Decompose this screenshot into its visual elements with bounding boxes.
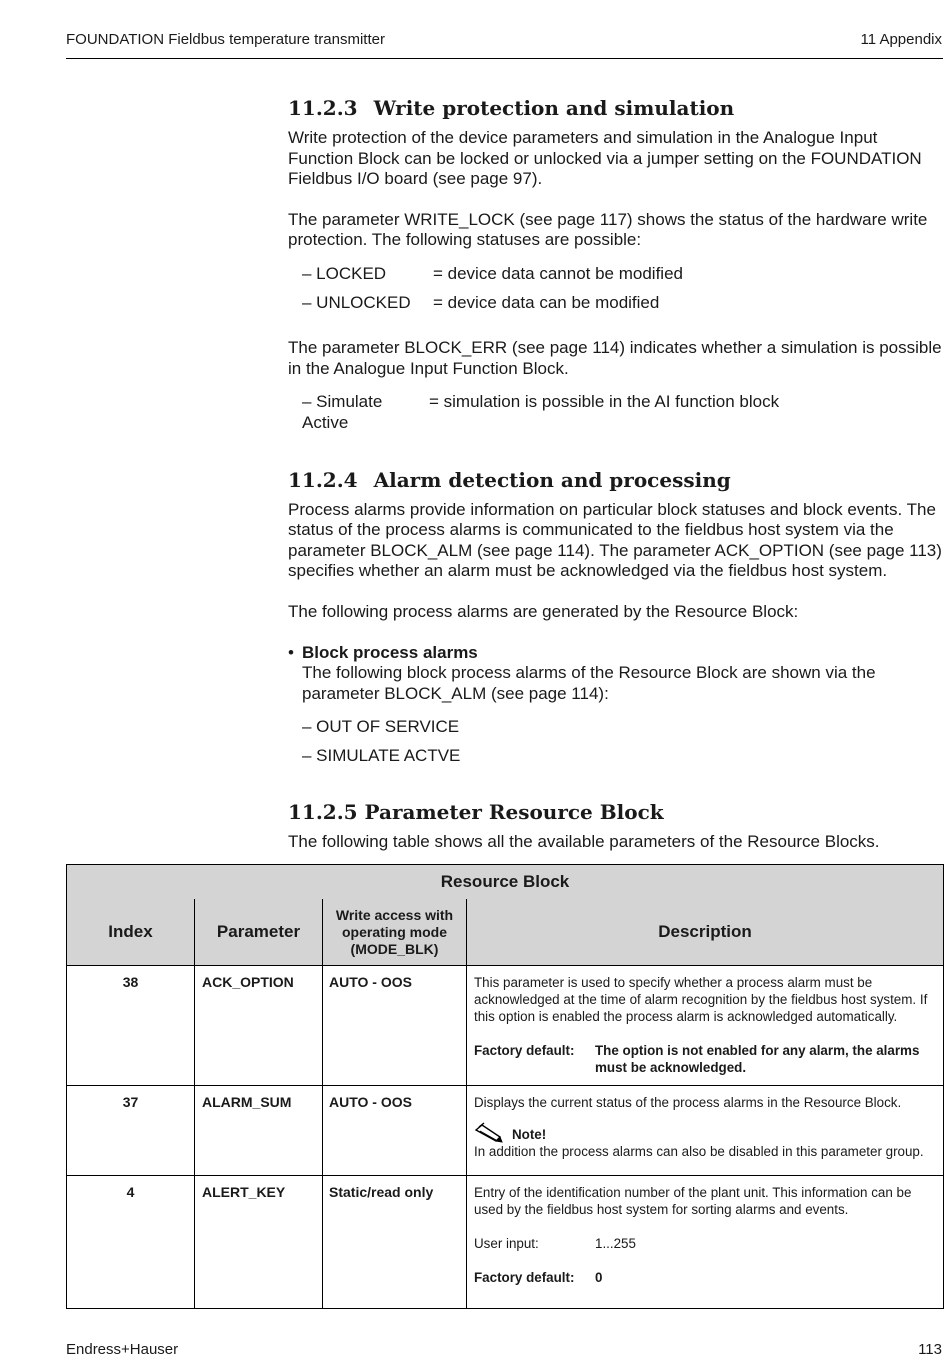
status-item: – LOCKED = device data cannot be modified [302,263,683,283]
section-heading-alarm-detection: 11.2.4 Alarm detection and processing [288,467,731,492]
alarm-item: – OUT OF SERVICE [302,717,460,737]
paragraph: The following table shows all the available parameters of the Resource Blocks. [288,832,880,852]
cell-parameter: ACK_OPTION [195,966,323,1086]
user-input: User input: 1...255 [474,1236,636,1251]
alarm-item: – SIMULATE ACTVE [302,745,461,765]
cell-index: 37 [67,1086,195,1176]
column-header-index: Index [67,899,195,966]
cell-index: 4 [67,1176,195,1309]
table-row [67,1176,944,1309]
bullet-text: The following block process alarms of the Resource Block are shown via the parameter BLOCK_ALM (see page 114): [302,663,876,703]
page-number: 113 [918,1341,942,1358]
header-chapter: 11 Appendix [860,31,942,48]
pencil-note-icon [474,1121,504,1143]
factory-default: Factory default: 0 [474,1270,603,1285]
bullet-title: Block process alarms [302,642,478,662]
note-text: In addition the process alarms can also be disabled in this parameter group. [474,1144,924,1159]
column-header-parameter: Parameter [195,899,323,966]
cell-parameter: ALERT_KEY [195,1176,323,1309]
table-row [67,1086,944,1176]
footer-brand: Endress+Hauser [66,1341,179,1358]
column-header-write-access: Write access with operating mode (MODE_BLK) [323,899,467,966]
cell-description: This parameter is used to specify whether a process alarm must be acknowledged at the time of alarm recognition by the fieldbus host system. If this option is enabled the process alarm is acknowledged automatically. Factory default: The option is not enabled for any alarm, the alarms must be acknowledged. [467,966,944,1086]
cell-index: 38 [67,966,195,1086]
section-heading-write-protection: 11.2.3 Write protection and simulation [288,96,735,120]
paragraph: The parameter WRITE_LOCK (see page 117) shows the status of the hardware write protection. The following statuses are possible: [288,209,928,250]
section-heading-resource-block: 11.2.5 Parameter Resource Block [288,800,664,825]
cell-parameter: ALARM_SUM [195,1086,323,1176]
page-header [66,31,942,48]
page-footer [66,1341,942,1358]
table-header-row [67,899,944,966]
table-caption: Resource Block [67,865,944,900]
note-heading: Note! [474,1121,937,1143]
cell-description: Displays the current status of the process alarms in the Resource Block. Note! In addition the process alarms can also be disabled in this parameter group. [467,1086,944,1176]
main-content [288,95,944,853]
paragraph: The following process alarms are generated by the Resource Block: [288,601,799,621]
status-item: – Simulate Active = simulation is possible in the AI function block [302,392,780,432]
paragraph: Process alarms provide information on particular block statuses and block events. The status of the process alarms is communicated to the fieldbus host system via the parameter BLOCK_ALM (see page 114). The parameter ACK_OPTION (see page 113) specifies whether an alarm must be acknowledged via the fieldbus host system. [288,499,942,581]
cell-description: Entry of the identification number of the plant unit. This information can be used by the fieldbus host system for sorting alarms and events. User input: 1...255 Factory default: 0 [467,1176,944,1309]
bullet-item: • Block process alarms The following block process alarms of the Resource Block are shown via the parameter BLOCK_ALM (see page 114): [288,643,944,705]
resource-block-table [66,864,944,1309]
column-header-description: Description [467,899,944,966]
factory-default: Factory default: The option is not enabled for any alarm, the alarms must be acknowledged. [474,1043,920,1075]
table-row [67,966,944,1086]
cell-write-access: AUTO - OOS [323,1086,467,1176]
cell-write-access: Static/read only [323,1176,467,1309]
header-title: FOUNDATION Fieldbus temperature transmitter [66,31,385,48]
cell-write-access: AUTO - OOS [323,966,467,1086]
paragraph: The parameter BLOCK_ERR (see page 114) indicates whether a simulation is possible in the Analogue Input Function Block. [288,338,942,378]
table-caption-row [67,865,944,900]
header-rule [66,58,943,59]
paragraph: Write protection of the device parameters and simulation in the Analogue Input Function Block can be locked or unlocked via a jumper setting on the FOUNDATION Fieldbus I/O board (see page 97). [288,128,922,189]
status-item: – UNLOCKED = device data can be modified [302,292,660,312]
